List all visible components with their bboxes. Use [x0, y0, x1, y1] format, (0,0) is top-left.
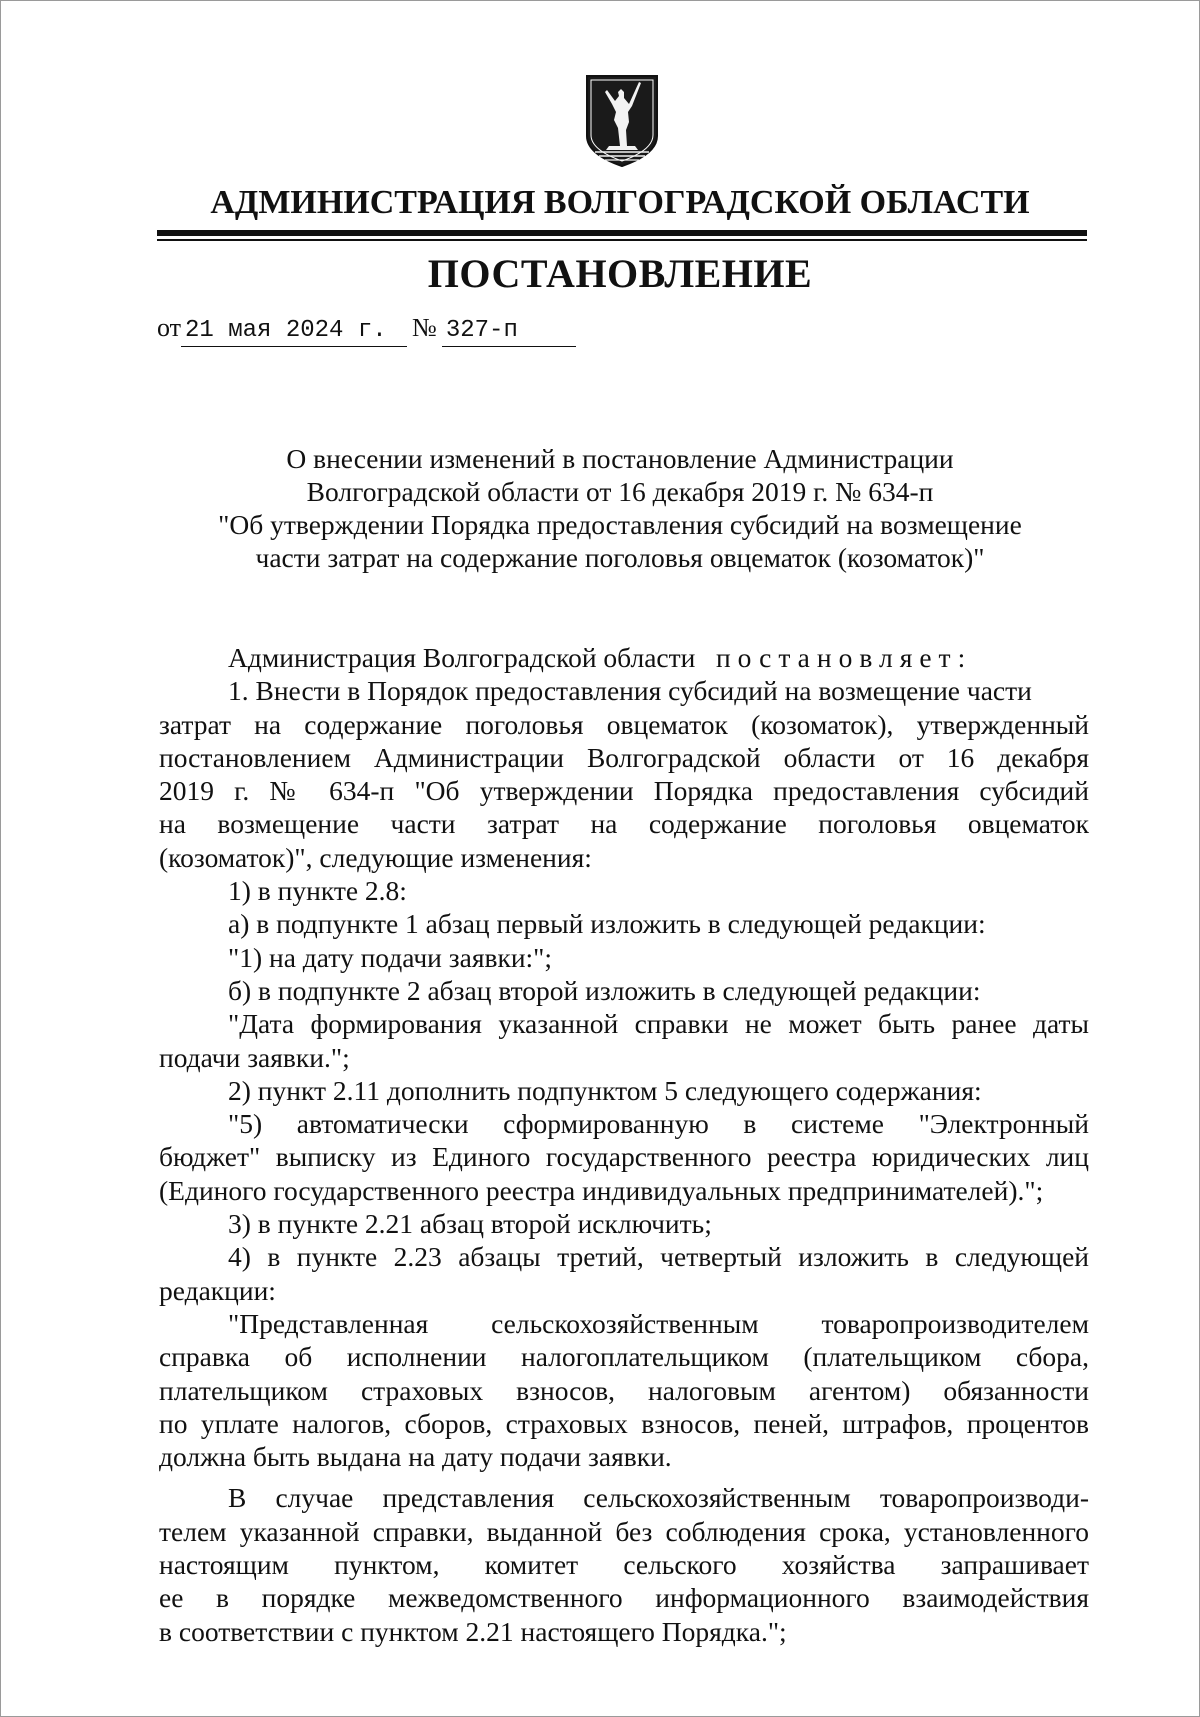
body-line: 1) в пункте 2.8: — [228, 875, 407, 907]
body-line: затрат на содержание поголовья овцематок (козоматок), утвержденный — [159, 708, 1089, 740]
header-rule-thin — [157, 239, 1087, 241]
body-line: "5) автоматически сформированную в системе "Электронный — [228, 1108, 1089, 1140]
body-line: 4) в пункте 2.23 абзацы третий, четвертый изложить в следующей — [228, 1241, 1089, 1273]
header-rule-thick — [157, 230, 1087, 236]
preamble-subject: Администрация Волгоградской области — [228, 642, 696, 673]
body-line: на возмещение части затрат на содержание поголовья овцематок — [159, 808, 1089, 840]
document-type-title: ПОСТАНОВЛЕНИЕ — [427, 251, 813, 296]
body-line: ее в порядке межведомственного информационного взаимодействия — [159, 1582, 1089, 1614]
body-line: справка об исполнении налогоплательщиком (плательщиком сбора, — [159, 1341, 1089, 1373]
subject-line: части затрат на содержание поголовья овцематок (козоматок)" — [255, 542, 985, 573]
body-line: а) в подпункте 1 абзац первый изложить в следующей редакции: — [228, 908, 986, 940]
document-date: 21 мая 2024 г. — [181, 316, 407, 347]
body-line: подачи заявки."; — [159, 1041, 350, 1073]
body-line: 2) пункт 2.11 дополнить подпунктом 5 следующего содержания: — [228, 1074, 982, 1106]
body-line: (Единого государственного реестра индивидуальных предпринимателей)."; — [159, 1174, 1044, 1206]
body-line: в соответствии с пунктом 2.21 настоящего Порядка."; — [159, 1615, 787, 1647]
document-subject — [150, 442, 1090, 574]
body-line: бюджет" выписку из Единого государственного реестра юридических лиц — [159, 1141, 1089, 1173]
document-reference — [157, 310, 576, 346]
body-line: телем указанной справки, выданной без соблюдения срока, установленного — [159, 1515, 1089, 1547]
body-line: постановлением Администрации Волгоградской области от 16 декабря — [159, 741, 1089, 773]
number-label: № — [412, 313, 437, 342]
body-line: 1. Внести в Порядок предоставления субсидий на возмещение части — [228, 675, 1032, 707]
date-prefix: от — [157, 313, 182, 342]
body-line: должна быть выдана на дату подачи заявки. — [159, 1441, 672, 1473]
body-line: б) в подпункте 2 абзац второй изложить в следующей редакции: — [228, 974, 981, 1006]
preamble — [159, 641, 1089, 674]
body-line: "Представленная сельскохозяйственным товаропроизводителем — [228, 1307, 1089, 1339]
body-line: "1) на дату подачи заявки:"; — [228, 941, 553, 973]
document-body — [159, 641, 1089, 1648]
subject-line: О внесении изменений в постановление Администрации — [286, 443, 954, 474]
body-line: плательщиком страховых взносов, налоговым агентом) обязанности — [159, 1374, 1089, 1406]
body-line: В случае представления сельскохозяйственным товаропроизводи- — [228, 1482, 1089, 1514]
body-line: по уплате налогов, сборов, страховых взносов, пеней, штрафов, процентов — [159, 1407, 1089, 1439]
preamble-verb: постановляет: — [715, 642, 973, 673]
body-line: 3) в пункте 2.21 абзац второй исключить; — [228, 1208, 712, 1240]
body-line: "Дата формирования указанной справки не может быть ранее даты — [228, 1008, 1089, 1040]
subject-line: Волгоградской области от 16 декабря 2019 г. № 634-п — [306, 476, 934, 507]
organization-title: АДМИНИСТРАЦИЯ ВОЛГОГРАДСКОЙ ОБЛАСТИ — [210, 184, 1030, 221]
body-line: настоящим пунктом, комитет сельского хозяйства запрашивает — [159, 1549, 1089, 1581]
body-line: (козоматок)", следующие изменения: — [159, 841, 592, 873]
body-line: редакции: — [159, 1274, 276, 1306]
paragraph-gap — [159, 1473, 1089, 1481]
body-line: 2019 г. № 634-п "Об утверждении Порядка предоставления субсидий — [159, 775, 1089, 807]
subject-line: "Об утверждении Порядка предоставления субсидий на возмещение — [218, 509, 1022, 540]
volgograd-coat-of-arms-icon — [583, 74, 661, 170]
document-number: 327-п — [442, 316, 576, 347]
